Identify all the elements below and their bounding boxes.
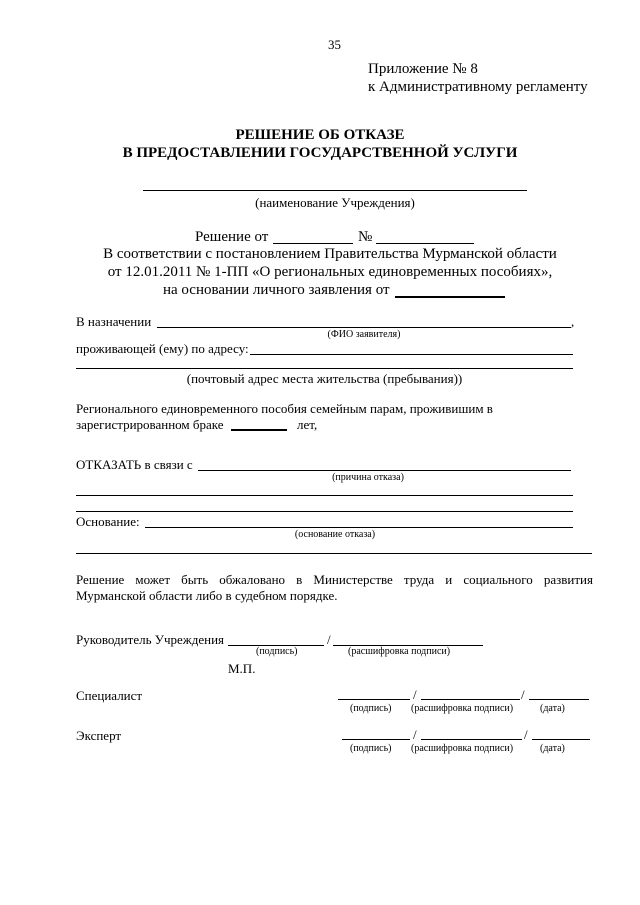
stamp-label: М.П. [228,661,256,676]
reason-field-line-3 [76,511,573,512]
head-label: Руководитель Учреждения [76,632,225,647]
head-decode-caption: (расшифровка подписи) [348,646,451,657]
address-field-line-1 [250,354,573,355]
refusal-label: ОТКАЗАТЬ в связи с [76,457,193,472]
expert-decode-line [421,739,522,740]
basis-field-line-1 [145,527,573,528]
specialist-slash-2: / [521,687,525,702]
specialist-signature-caption: (подпись) [350,703,392,714]
appeal-line-1: Решение может быть обжаловано в Министерстве труда и социального развития [76,572,593,587]
allowance-line-1: Регионального единовременного пособия семейным парам, проживишим в [76,401,493,416]
years-field-line [231,429,287,431]
basis-label: Основание: [76,514,140,529]
assignment-label: В назначении [76,314,152,329]
basis-field-line-2 [76,553,592,554]
institution-field-line [143,190,527,191]
reason-field-line-1 [198,470,571,471]
decision-from-label: Решение от [195,229,269,245]
specialist-label: Специалист [76,688,143,703]
institution-caption: (наименование Учреждения) [255,195,415,210]
allowance-line-2-start: зарегистрированном браке [76,417,224,432]
decision-number-line [376,243,474,244]
page-number: 35 [328,37,341,52]
reason-caption: (причина отказа) [332,472,404,483]
head-slash: / [327,632,331,647]
address-caption: (почтовый адрес места жительства (пребывания)) [186,371,463,386]
head-signature-caption: (подпись) [256,646,298,657]
specialist-date-line [529,699,589,700]
specialist-signature-line [338,699,410,700]
decision-date-line [273,243,353,244]
fio-comma: , [571,314,575,329]
allowance-line-2-end: лет, [297,417,318,432]
appeal-line-2: Мурманской области либо в судебном порядке. [76,588,338,603]
expert-slash-2: / [524,727,528,742]
decision-basis-line-1: В соответствии с постановлением Правительства Мурманской области [103,246,557,262]
title-line-1: РЕШЕНИЕ ОБ ОТКАЗЕ [235,127,405,143]
expert-signature-caption: (подпись) [350,743,392,754]
expert-decode-caption: (расшифровка подписи) [411,743,514,754]
decision-number-label: № [358,229,373,245]
expert-signature-line [342,739,410,740]
decision-basis-line-2: от 12.01.2011 № 1-ПП «О региональных единовременных пособиях», [107,264,553,280]
reason-field-line-2 [76,495,573,496]
appendix-line-1: Приложение № 8 [368,61,478,77]
decision-basis-line-3: на основании личного заявления от [163,282,390,298]
address-label: проживающей (ему) по адресу: [76,341,249,356]
expert-date-caption: (дата) [540,743,565,754]
specialist-decode-line [421,699,520,700]
specialist-slash-1: / [413,687,417,702]
appendix-line-2: к Административному регламенту [368,79,588,95]
address-field-line-2 [76,368,573,369]
expert-label: Эксперт [76,728,122,743]
expert-slash-1: / [413,727,417,742]
fio-caption: (ФИО заявителя) [327,329,401,340]
expert-date-line [532,739,590,740]
fio-field-line [157,327,571,328]
specialist-date-caption: (дата) [540,703,565,714]
title-line-2: В ПРЕДОСТАВЛЕНИИ ГОСУДАРСТВЕННОЙ УСЛУГИ [122,145,518,161]
specialist-decode-caption: (расшифровка подписи) [411,703,514,714]
application-date-line [395,296,505,298]
basis-caption: (основание отказа) [294,529,376,540]
